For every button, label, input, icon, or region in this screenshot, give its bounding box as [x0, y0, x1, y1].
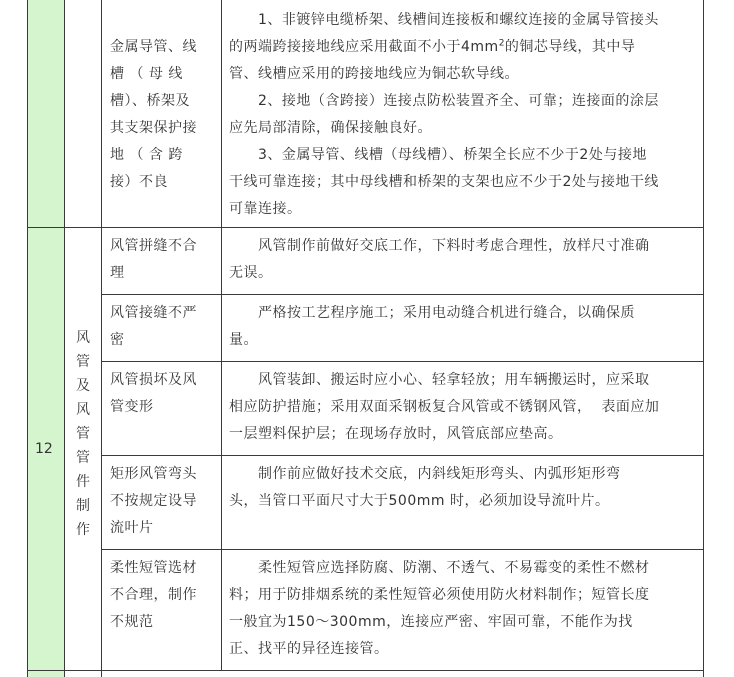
category-char: 风 [76, 330, 90, 346]
issue-line: 不按规定设导 [110, 493, 197, 509]
issue-line: 不规范 [110, 614, 154, 630]
issue-line: 流叶片 [110, 520, 154, 536]
measure-line: 3、金属导管、线槽（母线槽）、桥架全长应不少于2处与接地 [229, 147, 647, 163]
measure-line: 风管制作前做好交底工作，下料时考虑合理性，放样尺寸准确 [229, 238, 650, 254]
measure-line: 2、接地（含跨接）连接点防松装置齐全、可靠；连接面的涂层 [229, 93, 659, 109]
category-char: 制 [76, 498, 90, 514]
category-char: 及 [76, 378, 90, 394]
issue-line: 柔性短管选材 [110, 560, 197, 576]
issue-line: 风管接缝不严 [110, 305, 197, 321]
category-char: 管 [76, 354, 90, 370]
measure-line: 头，当管口平面尺寸大于500mm 时，必须加设导流叶片。 [229, 493, 610, 509]
issue-line: 风管损坏及风 [110, 372, 197, 388]
category-cell [64, 227, 101, 670]
issue-line: 槽）、桥架及 [110, 93, 190, 109]
number-cell-next [27, 670, 64, 677]
issue-line: 矩形风管弯头 [110, 466, 197, 482]
measure-line: 无误。 [229, 265, 273, 281]
measure-line: 应先局部清除，确保接触良好。 [229, 120, 432, 136]
measure-line: 正、找平的异径连接管。 [229, 641, 389, 657]
issue-line: 风管拼缝不合 [110, 238, 197, 254]
measure-line: 制作前应做好技术交底，内斜线矩形弯头、内弧形矩形弯 [229, 466, 621, 482]
issue-line: 管变形 [110, 399, 154, 415]
issue-line: 金属导管、线 [110, 39, 197, 55]
issue-line: 其支架保护接 [110, 120, 197, 136]
issue-line: 理 [110, 265, 125, 281]
category-text [75, 326, 91, 542]
measure-line: 管、线槽应采用的跨接地线应为铜芯软导线。 [229, 66, 519, 82]
issue-line: 密 [110, 332, 125, 348]
measure-line: 干线可靠连接；其中母线槽和桥架的支架也应不少于2处与接地干线 [229, 174, 659, 190]
row-number: 12 [35, 441, 53, 457]
measure-line: 的两端跨接接地线应采用截面不小于$4mm^2$的铜芯导线，其中导 [229, 38, 636, 55]
measure-line: 相应防护措施；采用双面采钢板复合风管或不锈钢风管， 表面应加 [229, 399, 660, 415]
measure-line: 1、非镀锌电缆桥架、线槽间连接板和螺纹连接的金属导管接头 [229, 12, 659, 28]
number-cell-top [27, 0, 64, 227]
measure-line: 料；用于防排烟系统的柔性短管必须使用防火材料制作；短管长度 [229, 587, 650, 603]
measure-line: 柔性短管应选择防腐、防潮、不透气、不易霉变的柔性不燃材 [229, 560, 650, 576]
category-char: 件 [76, 474, 90, 490]
measure-line: 一般宜为150～300mm，连接应严密、牢固可靠，不能作为找 [229, 614, 633, 630]
measure-line: 量。 [229, 332, 258, 348]
measure-line: 可靠连接。 [229, 201, 302, 217]
category-char: 管 [76, 426, 90, 442]
issue-line: 接）不良 [110, 174, 168, 190]
number-cell-12 [27, 227, 64, 670]
category-char: 风 [76, 402, 90, 418]
measure-line: 风管装卸、搬运时应小心、轻拿轻放；用车辆搬运时，应采取 [229, 372, 650, 388]
measure-line: 一层塑料保护层；在现场存放时，风管底部应垫高。 [229, 426, 563, 442]
category-char: 管 [76, 450, 90, 466]
measure-line: 严格按工艺程序施工；采用电动缝合机进行缝合，以确保质 [229, 305, 635, 321]
issue-line: 槽 （ 母 线 [110, 66, 183, 82]
issue-line: 不合理，制作 [110, 587, 197, 603]
issue-line: 地 （ 含 跨 [110, 147, 183, 163]
category-char: 作 [76, 522, 90, 538]
